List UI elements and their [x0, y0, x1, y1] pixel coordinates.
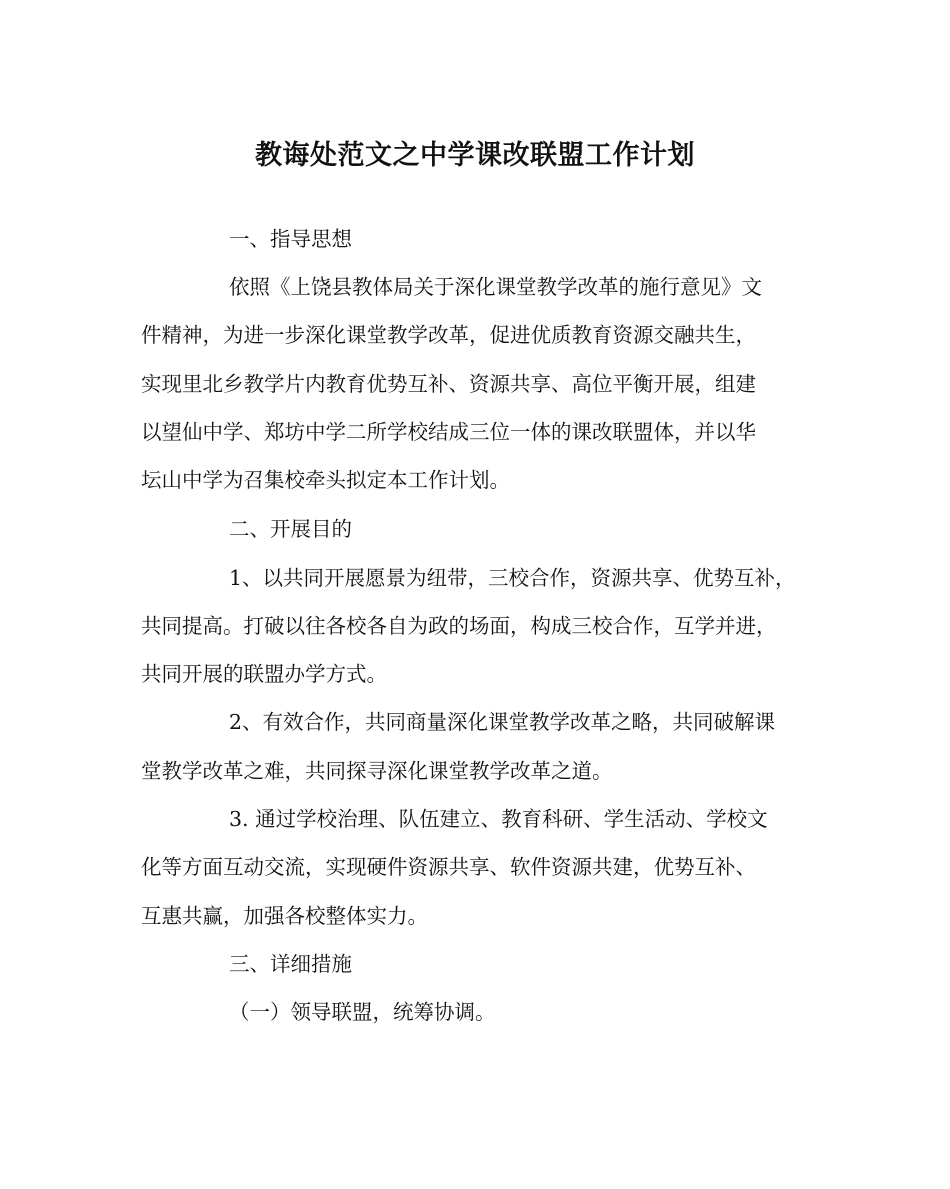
paragraph-line: 共同提高。打破以往各校各自为政的场面，构成三校合作，互学并进， [141, 614, 777, 638]
paragraph-line: 2、有效合作，共同商量深化课堂教学改革之略，共同破解课 [229, 710, 776, 734]
paragraph-line: 化等方面互动交流，实现硬件资源共享、软件资源共建，优势互补、 [141, 855, 756, 879]
paragraph-line: 堂教学改革之难，共同探寻深化课堂教学改革之道。 [141, 759, 613, 783]
heading-guiding-ideology: 一、指导思想 [229, 227, 352, 251]
paragraph-line: 实现里北乡教学片内教育优势互补、资源共享、高位平衡开展，组建 [141, 372, 756, 396]
paragraph-line: 以望仙中学、郑坊中学二所学校结成三位一体的课改联盟体，并以华 [141, 420, 756, 444]
paragraph-line: 共同开展的联盟办学方式。 [141, 662, 387, 686]
paragraph-line: 3. 通过学校治理、队伍建立、教育科研、学生活动、学校文 [229, 807, 768, 831]
paragraph-line: 依照《上饶县教体局关于深化课堂教学改革的施行意见》文 [229, 275, 762, 299]
document-title: 教诲处范文之中学课改联盟工作计划 [255, 140, 695, 171]
heading-development-purpose: 二、开展目的 [229, 517, 352, 541]
paragraph-line: 坛山中学为召集校牵头拟定本工作计划。 [141, 468, 510, 492]
heading-detailed-measures: 三、详细措施 [229, 952, 352, 976]
paragraph-line: 件精神，为进一步深化课堂教学改革，促进优质教育资源交融共生， [141, 323, 756, 347]
subheading-leadership-alliance: （一）领导联盟，统筹协调。 [229, 1000, 496, 1024]
paragraph-line: 1、以共同开展愿景为纽带，三校合作，资源共享、优势互补， [229, 566, 796, 590]
paragraph-line: 互惠共赢，加强各校整体实力。 [141, 904, 428, 928]
